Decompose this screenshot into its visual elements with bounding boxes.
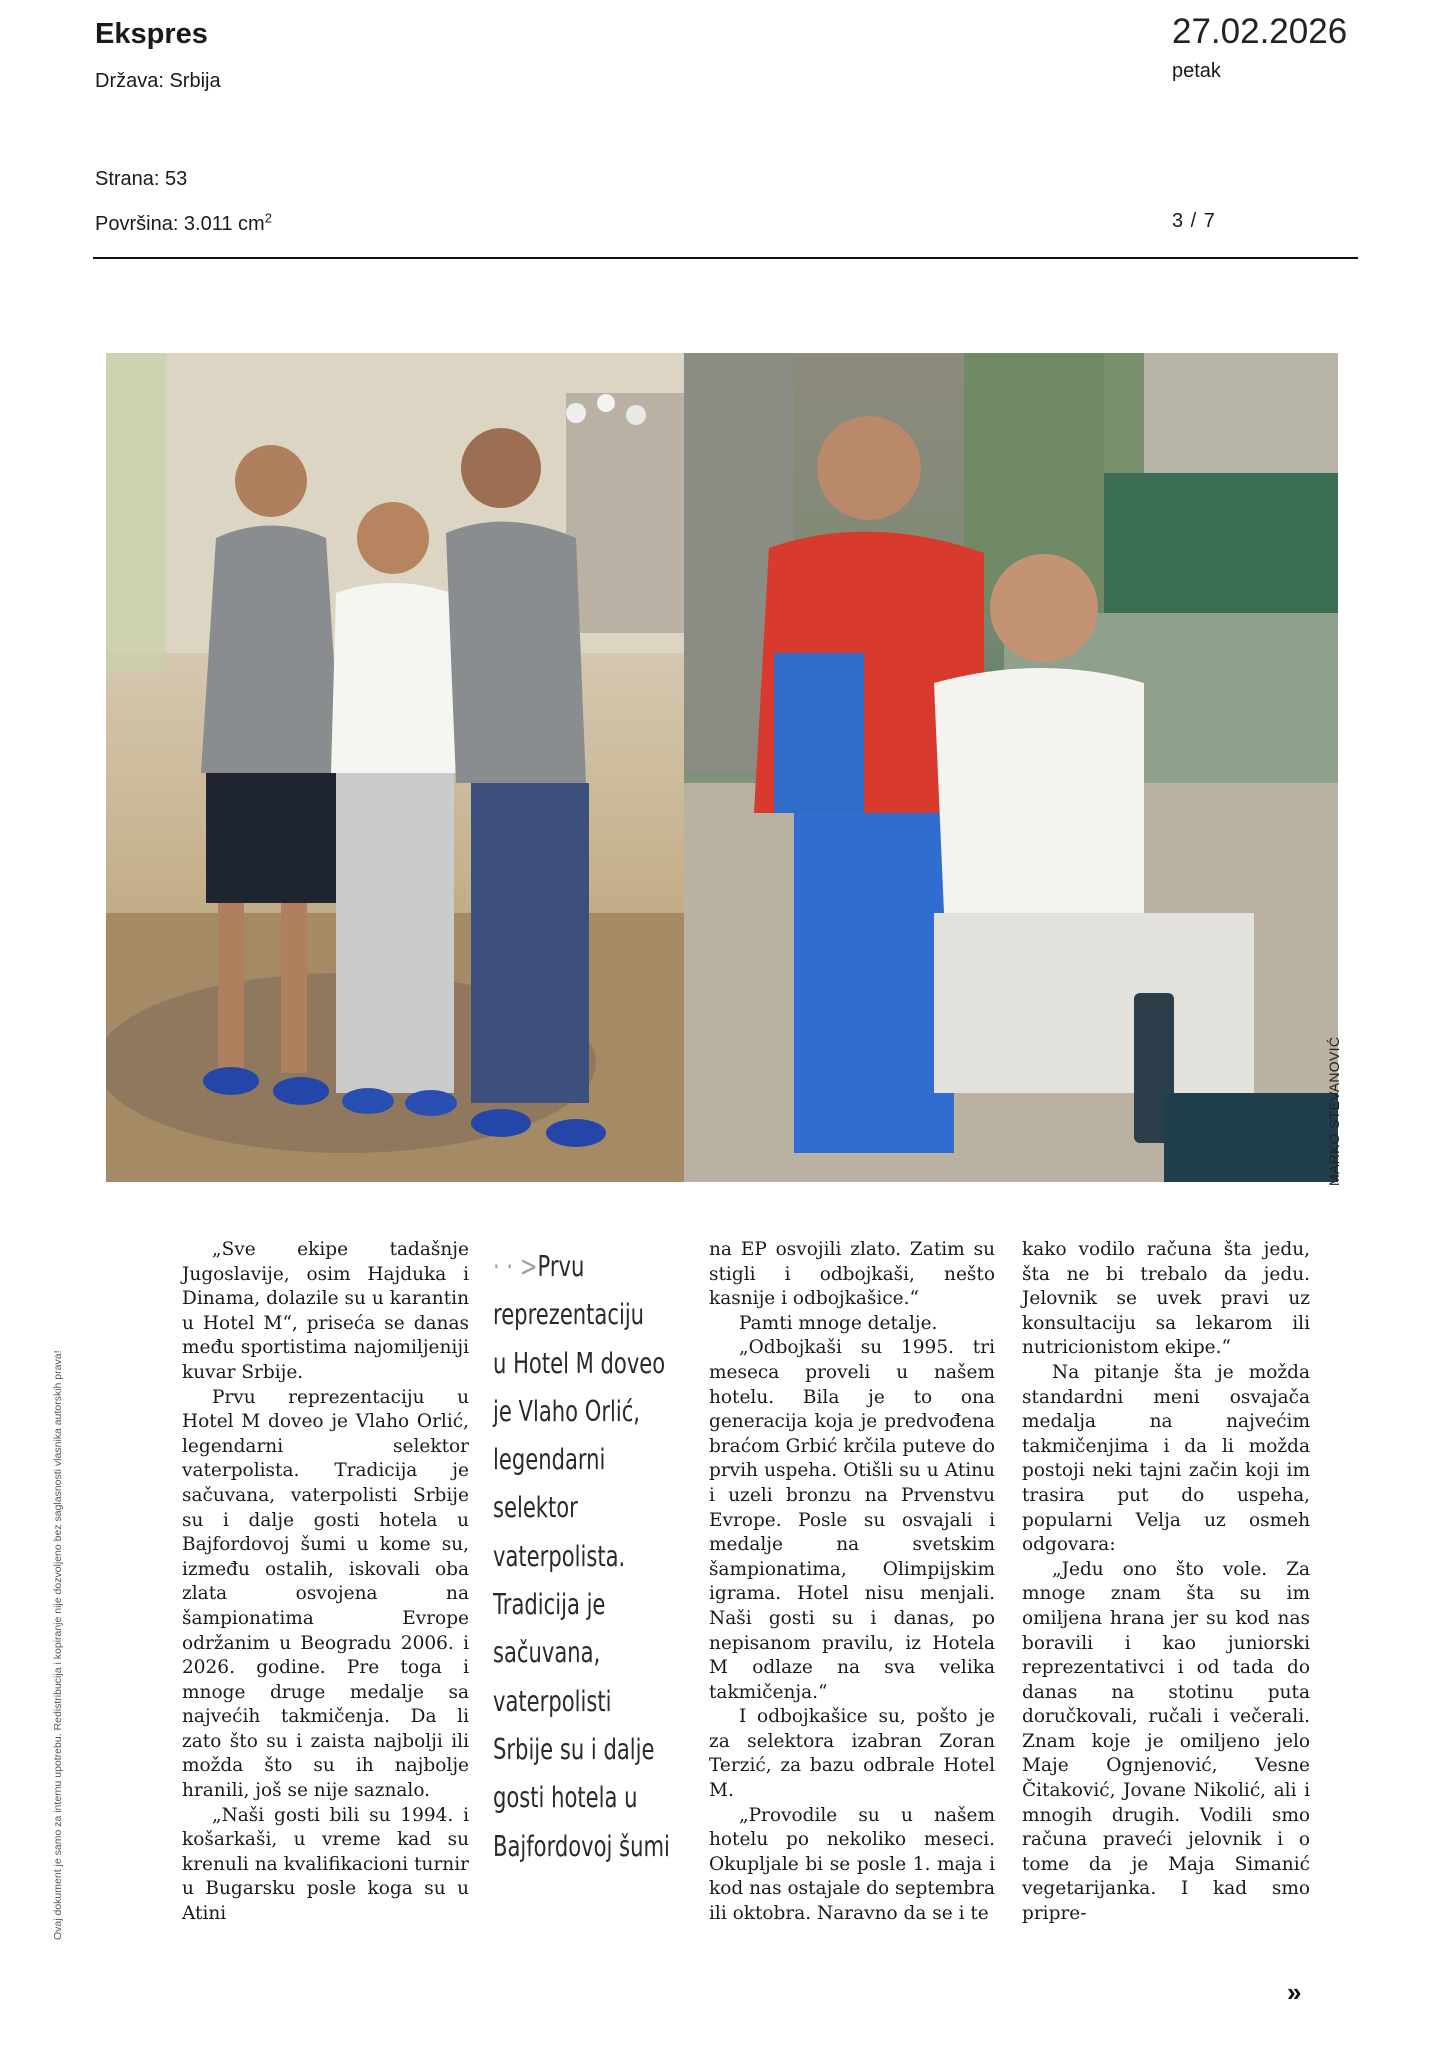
area-label: [95, 210, 272, 236]
article-column-1: [182, 1238, 469, 1927]
pull-quote-line: selektor: [493, 1491, 578, 1525]
area-value: Površina: 3.011 cm: [95, 213, 265, 235]
pull-quote-line: Bajfordovoj šumi: [493, 1829, 670, 1863]
paragraph: I odbojkašice su, pošto je za selektora izabran Zoran Terzić, za bazu odbrale Hotel M.: [709, 1706, 995, 1802]
paragraph: Na pitanje šta je možda standardni meni osvajača medalja na najvećim takmičenjima i da li možda postoji neki tajni začin koji im trasira put do uspeha, popularni Velja uz osmeh odgovara:: [1022, 1361, 1310, 1556]
article-column-3: [1022, 1238, 1310, 1927]
continue-arrow-icon: »: [1287, 1977, 1302, 2007]
pull-quote-line: gosti hotela u: [493, 1781, 638, 1815]
pull-quote-line: Prvu: [537, 1250, 585, 1283]
paragraph: „Provodile su u našem hotelu po nekoliko meseci. Okupljale bi se posle 1. maja i kod nas ostajale do septembra ili oktobra. Naravno da se i te: [709, 1804, 995, 1925]
page-counter: 3 / 7: [1172, 210, 1216, 232]
paragraph: na EP osvojili zlato. Zatim su stigli i odbojkaši, nešto kasnije i odbojkašice.“: [709, 1239, 995, 1310]
copyright-disclaimer: Ovaj dokument je samo za internu upotrebu. Redistribucija i kopiranje nije dozvoljeno bez saglasnosti vlasnika autorskih prava!: [52, 1350, 64, 1940]
pull-quote-line: vaterpolisti: [493, 1684, 612, 1718]
header-divider: [93, 257, 1358, 259]
paragraph: Pamti mnoge detalje.: [739, 1312, 938, 1334]
pull-quote: [493, 1243, 670, 1871]
photo-hotel-lobby: [106, 353, 684, 1182]
country-label: Država: Srbija: [95, 70, 221, 92]
pull-quote-line: Tradicija je: [493, 1588, 606, 1622]
page-number-label: Strana: 53: [95, 168, 188, 190]
pull-quote-line: je Vlaho Orlić,: [493, 1394, 641, 1428]
pull-quote-line: reprezentaciju: [493, 1298, 645, 1332]
area-unit-exponent: 2: [264, 210, 272, 226]
pull-quote-line: vaterpolista.: [493, 1539, 626, 1573]
paragraph: kako vodilo računa šta jedu, šta ne bi trebalo da jedu. Jelovnik se uvek pravi uz konsultaciju sa lekarom ili nutricionistom ekipe.“: [1022, 1239, 1310, 1359]
paragraph: Prvu reprezentaciju u Hotel M doveo je Vlaho Orlić, legendarni selektor vaterpolista. Tradicija je sačuvana, vaterpolisti Srbije su i dalje gosti hotela u Bajfordovoj šumi u kome su, između ostalih, iskovali oba zlata osvojena na šampionatima Evrope održanim u Beogradu 2006. i 2026. godine. Pre toga i mnoge druge medalje sa najvećih takmičenja. Da li zato što su i zaista najbolji ili možda što su ih najbolje hranili, još se nije saznalo.: [182, 1386, 469, 1802]
paragraph: „Odbojkaši su 1995. tri meseca proveli u našem hotelu. Bila je to ona generacija koja je predvođena braćom Grbić krčila puteve do prvih uspeha. Otišli su u Atinu i uzeli bronzu na Prvenstvu Evrope. Posle su osvajali i medalje na svetskim šampionatima, Olimpijskim igrama. Hotel nisu menjali. Naši gosti su i danas, po nepisanom pravilu, iz Hotela M odlaze na sva velika takmičenja.“: [709, 1337, 995, 1703]
pull-quote-line: Srbije su i dalje: [493, 1732, 655, 1766]
pull-quote-arrow-icon: · · >: [493, 1250, 538, 1283]
photo-hotel-terrace: [684, 353, 1338, 1182]
pull-quote-line: u Hotel M doveo: [493, 1346, 666, 1380]
weekday-label: petak: [1172, 60, 1221, 82]
paragraph: „Naši gosti bili su 1994. i košarkaši, u vreme kad su krenuli na kvalifikacioni turnir u Bugarsku posle koga su u Atini: [182, 1804, 469, 1925]
publication-name: Ekspres: [95, 18, 208, 50]
pull-quote-line: legendarni: [493, 1443, 606, 1477]
paragraph: „Jedu ono što vole. Za mnoge znam šta su im omiljena hrana jer su kod nas boravili i kao juniorski reprezentativci i od tada do danas na stotinu puta doručkovali, ručali i večerali. Znam koje je omiljeno jelo Maje Ognjenović, Vesne Čitaković, Jovane Nikolić, ali i mnogih drugih. Vodili smo računa praveći jelovnik i o tome da je Maja Simanić vegetarijanka. I kad smo pripre-: [1022, 1558, 1310, 1925]
article-column-2: [709, 1238, 995, 1927]
paragraph: „Sve ekipe tadašnje Jugoslavije, osim Hajduka i Dinama, dolazile su u karantin u Hotel M“, priseća se danas među sportistima najomiljeniji kuvar Srbije.: [182, 1239, 469, 1383]
publication-date: 27.02.2026: [1172, 12, 1348, 51]
pull-quote-line: sačuvana,: [493, 1636, 601, 1670]
photo-credit: MARKO STEVANOVIĆ: [1326, 1036, 1342, 1186]
